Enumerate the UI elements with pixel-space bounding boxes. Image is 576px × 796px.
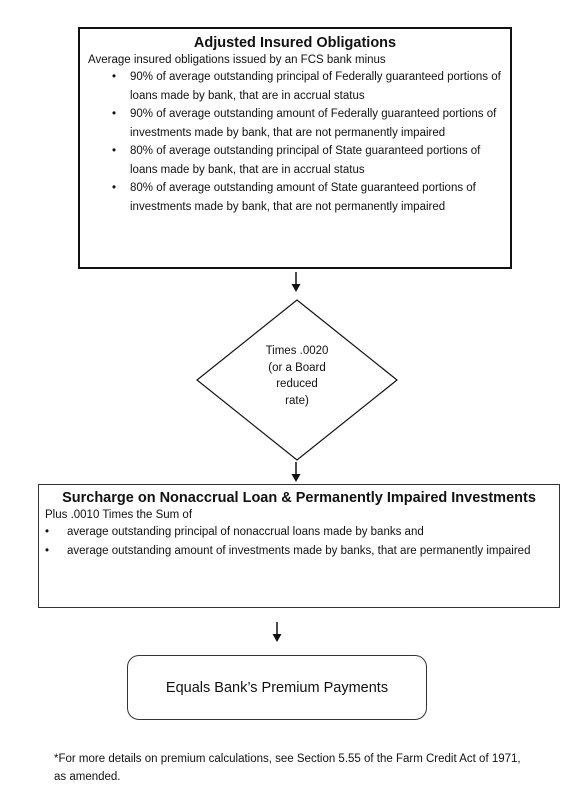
list-item: • average outstanding principal of nonaccrual loans made by banks and: [39, 523, 559, 542]
list-item: • 90% of average outstanding amount of Federally guaranteed portions of investments made by bank, that are not permanently impaired: [80, 105, 510, 142]
box1-intro: Average insured obligations issued by an FCS bank minus: [88, 54, 386, 66]
surcharge-box: [38, 484, 560, 608]
list-item: • 80% of average outstanding amount of State guaranteed portions of investments made by bank, that are not permanently impaired: [80, 179, 510, 216]
box2-list: [39, 523, 559, 560]
list-item: • 80% of average outstanding principal of State guaranteed portions of loans made by bank, that are in accrual status: [80, 142, 510, 179]
list-item: • average outstanding amount of investments made by banks, that are permanently impaired: [39, 542, 559, 561]
box2-title: Surcharge on Nonaccrual Loan & Permanently Impaired Investments: [62, 490, 536, 506]
box1-list: [80, 68, 510, 216]
bullet-icon: •: [112, 108, 117, 120]
adjusted-insured-obligations-box: [78, 27, 512, 269]
bullet-icon: •: [112, 145, 117, 157]
premium-payments-box: [127, 655, 427, 720]
footnote: *For more details on premium calculations, see Section 5.55 of the Farm Credit Act of 1971, as amended.: [54, 753, 521, 783]
decision-line: (or a Board: [268, 361, 326, 374]
decision-line: reduced: [276, 378, 318, 390]
list-item: • 90% of average outstanding principal of Federally guaranteed portions of loans made by bank, that are in accrual status: [80, 68, 510, 105]
arrow-down-icon: [290, 460, 302, 484]
box1-title: Adjusted Insured Obligations: [193, 35, 397, 51]
arrow-down-icon: [271, 620, 283, 644]
bullet-icon: •: [112, 71, 117, 83]
decision-label: [246, 343, 348, 409]
box2-intro: Plus .0010 Times the Sum of: [45, 509, 193, 521]
decision-line: Times .0020: [265, 345, 329, 357]
bullet-icon: •: [45, 526, 50, 538]
bullet-icon: •: [45, 544, 50, 557]
decision-line: rate): [285, 394, 309, 407]
premium-payments-label: Equals Bank’s Premium Payments: [165, 679, 389, 696]
bullet-icon: •: [112, 182, 117, 194]
arrow-down-icon: [290, 270, 302, 294]
